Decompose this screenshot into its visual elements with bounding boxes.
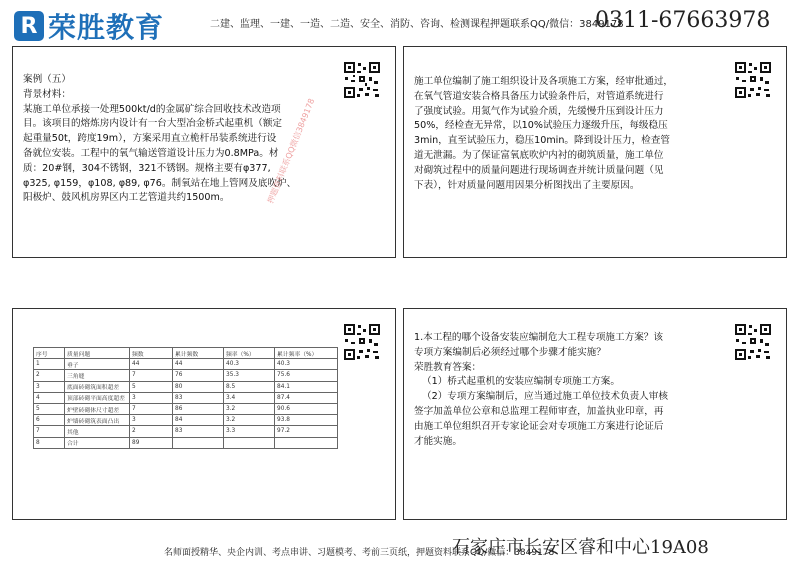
text-line: 在氧气管道安装合格具备压力试验条件后，对管道系统进行: [414, 90, 664, 102]
table-cell: 35.3: [224, 370, 275, 381]
table-cell: 垂子: [65, 359, 130, 370]
header-tagline: 二建、监理、一建、一造、二造、安全、消防、咨询、检测课程押题联系QQ/微信：3849178: [210, 19, 624, 30]
answer-line: 才能实施。: [414, 435, 462, 447]
table-cell: 累计频率（%）: [275, 348, 338, 359]
table-cell: 7: [34, 426, 65, 437]
table-cell: 5: [34, 403, 65, 414]
table-cell: [275, 437, 338, 448]
table-cell: 76: [173, 370, 224, 381]
table-row: [34, 437, 338, 448]
table-cell: 7: [130, 403, 173, 414]
table-cell: 84.1: [275, 381, 338, 392]
answer-line: （2）专项方案编制后，应当通过施工单位技术负责人审核: [422, 391, 668, 403]
table-cell: 3: [130, 392, 173, 403]
text-line: 50%，经检查无异常，以10%试验压力逐级升压，每级稳压: [414, 120, 668, 132]
slide-text: [414, 331, 724, 449]
table-cell: 累计频数: [173, 348, 224, 359]
question-line: 专项方案编制后必须经过哪个步骤才能实施？: [414, 346, 606, 358]
table-cell: 三角缝: [65, 370, 130, 381]
table-row: [34, 426, 338, 437]
table-cell: 3.2: [224, 403, 275, 414]
table-cell: 合计: [65, 437, 130, 448]
text-line: 起重量50t，跨度19m），方案采用直立桅杆吊装系统进行设: [23, 133, 277, 145]
slide-case-continued: [403, 46, 787, 258]
table-cell: 90.6: [275, 403, 338, 414]
table-cell: 89: [130, 437, 173, 448]
answer-line: 签字加盖单位公章和总监理工程师审查，加盖执业印章，再: [414, 405, 664, 417]
table-cell: 86: [173, 403, 224, 414]
text-line: 质：20#钢，304不锈钢，321不锈钢。规格主要有φ377,: [23, 162, 271, 174]
logo: [14, 6, 164, 46]
table-cell: 3.4: [224, 392, 275, 403]
table-cell: [224, 437, 275, 448]
answer-heading: 荣胜教育答案：: [414, 361, 482, 373]
table-cell: 80: [173, 381, 224, 392]
table-cell: 1: [34, 359, 65, 370]
table-cell: 3: [130, 415, 173, 426]
slide-text: [414, 75, 726, 193]
table-cell: 97.2: [275, 426, 338, 437]
table-cell: 87.4: [275, 392, 338, 403]
text-line: 道无泄漏。为了保证富氧底吹炉内衬的砌筑质量，施工单位: [414, 149, 664, 161]
table-cell: 序号: [34, 348, 65, 359]
table-row: [34, 392, 338, 403]
slide-case-background: [12, 46, 396, 258]
text-line: 案例（五）: [23, 74, 71, 85]
table-row: [34, 381, 338, 392]
table-cell: 频率（%）: [224, 348, 275, 359]
qr-code-icon: [343, 323, 381, 361]
qr-code-icon: [734, 323, 772, 361]
table-cell: 5: [130, 381, 173, 392]
text-line: 下表），针对质量问题用因果分析图找出了主要原因。: [414, 179, 640, 191]
slide-question-answer: [403, 308, 787, 520]
table-cell: [173, 437, 224, 448]
table-cell: 93.8: [275, 415, 338, 426]
answer-line: 由施工单位组织召开专家论证会对专项施工方案进行论证后: [414, 420, 664, 432]
text-line: 阳极炉、鼓风机房界区内工艺管道共约1500m。: [23, 192, 230, 204]
footer-address: 石家庄市长安区睿和中心19A08: [452, 537, 709, 558]
text-line: φ325, φ159，φ108, φ89, φ76。制氧站在地上管网及底吹炉、: [23, 177, 297, 189]
text-line: 目。该项目的熔炼房内设计有一台大型冶金桥式起重机（额定: [23, 118, 283, 130]
question-line: 1.本工程的哪个设备安装应编制危大工程专项施工方案？该: [414, 332, 663, 343]
qr-code-icon: [343, 61, 381, 99]
table-cell: 频数: [130, 348, 173, 359]
table-row: [34, 403, 338, 414]
logo-text: 荣胜教育: [48, 11, 165, 44]
table-cell: 6: [34, 415, 65, 426]
table-cell: 40.3: [224, 359, 275, 370]
table-cell: 炉壁砖砌体尺寸超差: [65, 403, 130, 414]
watermark: 押题资料联系QQ微信3849178: [265, 97, 317, 205]
table-row: [34, 370, 338, 381]
table-row: [34, 359, 338, 370]
table-cell: 40.3: [275, 359, 338, 370]
table-cell: 7: [130, 370, 173, 381]
footer-text: 名师面授精华、央企内训、考点串讲、习题模考、考前三页纸，押题资料联系QQ/微信：3849178: [164, 548, 555, 558]
table-cell: 3: [34, 381, 65, 392]
text-line: 施工单位编制了施工组织设计及各项施工方案，经审批通过，: [414, 76, 674, 87]
table-cell: 44: [173, 359, 224, 370]
table-cell: 8.5: [224, 381, 275, 392]
text-line: 3min，直至试验压力，稳压10min。降到设计压力，检查管: [414, 135, 670, 147]
text-line: 背景材料：: [23, 88, 71, 100]
text-line: 对砌筑过程中的质量问题进行现场调查并统计质量问题（见: [414, 164, 664, 176]
table-cell: 2: [34, 370, 65, 381]
qr-code-icon: [734, 61, 772, 99]
header-phone: 0311-67663978: [595, 8, 771, 33]
quality-problem-table: [33, 347, 338, 449]
table-row: [34, 415, 338, 426]
table-cell: 84: [173, 415, 224, 426]
table-cell: 44: [130, 359, 173, 370]
table-cell: 炉墙砖砌筑表面凸出: [65, 415, 130, 426]
table-cell: 75.6: [275, 370, 338, 381]
logo-mark-icon: R: [14, 11, 44, 41]
table-cell: 3.2: [224, 415, 275, 426]
table-cell: 底面砖砌筑面积超差: [65, 381, 130, 392]
text-line: 备就位安装。工程中的氧气输送管道设计压力为0.8MPa。材: [23, 147, 279, 159]
table-cell: 2: [130, 426, 173, 437]
table-cell: 质量问题: [65, 348, 130, 359]
table-header-row: [34, 348, 338, 359]
slide-quality-table: [12, 308, 396, 520]
table-cell: 83: [173, 426, 224, 437]
table-cell: 83: [173, 392, 224, 403]
table-cell: 3.3: [224, 426, 275, 437]
table-cell: 其他: [65, 426, 130, 437]
table-cell: 4: [34, 392, 65, 403]
table-cell: 顶部砖砌平面高度超差: [65, 392, 130, 403]
text-line: 某施工单位承接一处理500kt/d的金属矿综合回收技术改造项: [23, 103, 281, 115]
table-cell: 8: [34, 437, 65, 448]
answer-line: （1）桥式起重机的安装应编制专项施工方案。: [422, 376, 620, 388]
text-line: 了强度试验。用氮气作为试验介质，先缓慢升压到设计压力: [414, 105, 664, 117]
